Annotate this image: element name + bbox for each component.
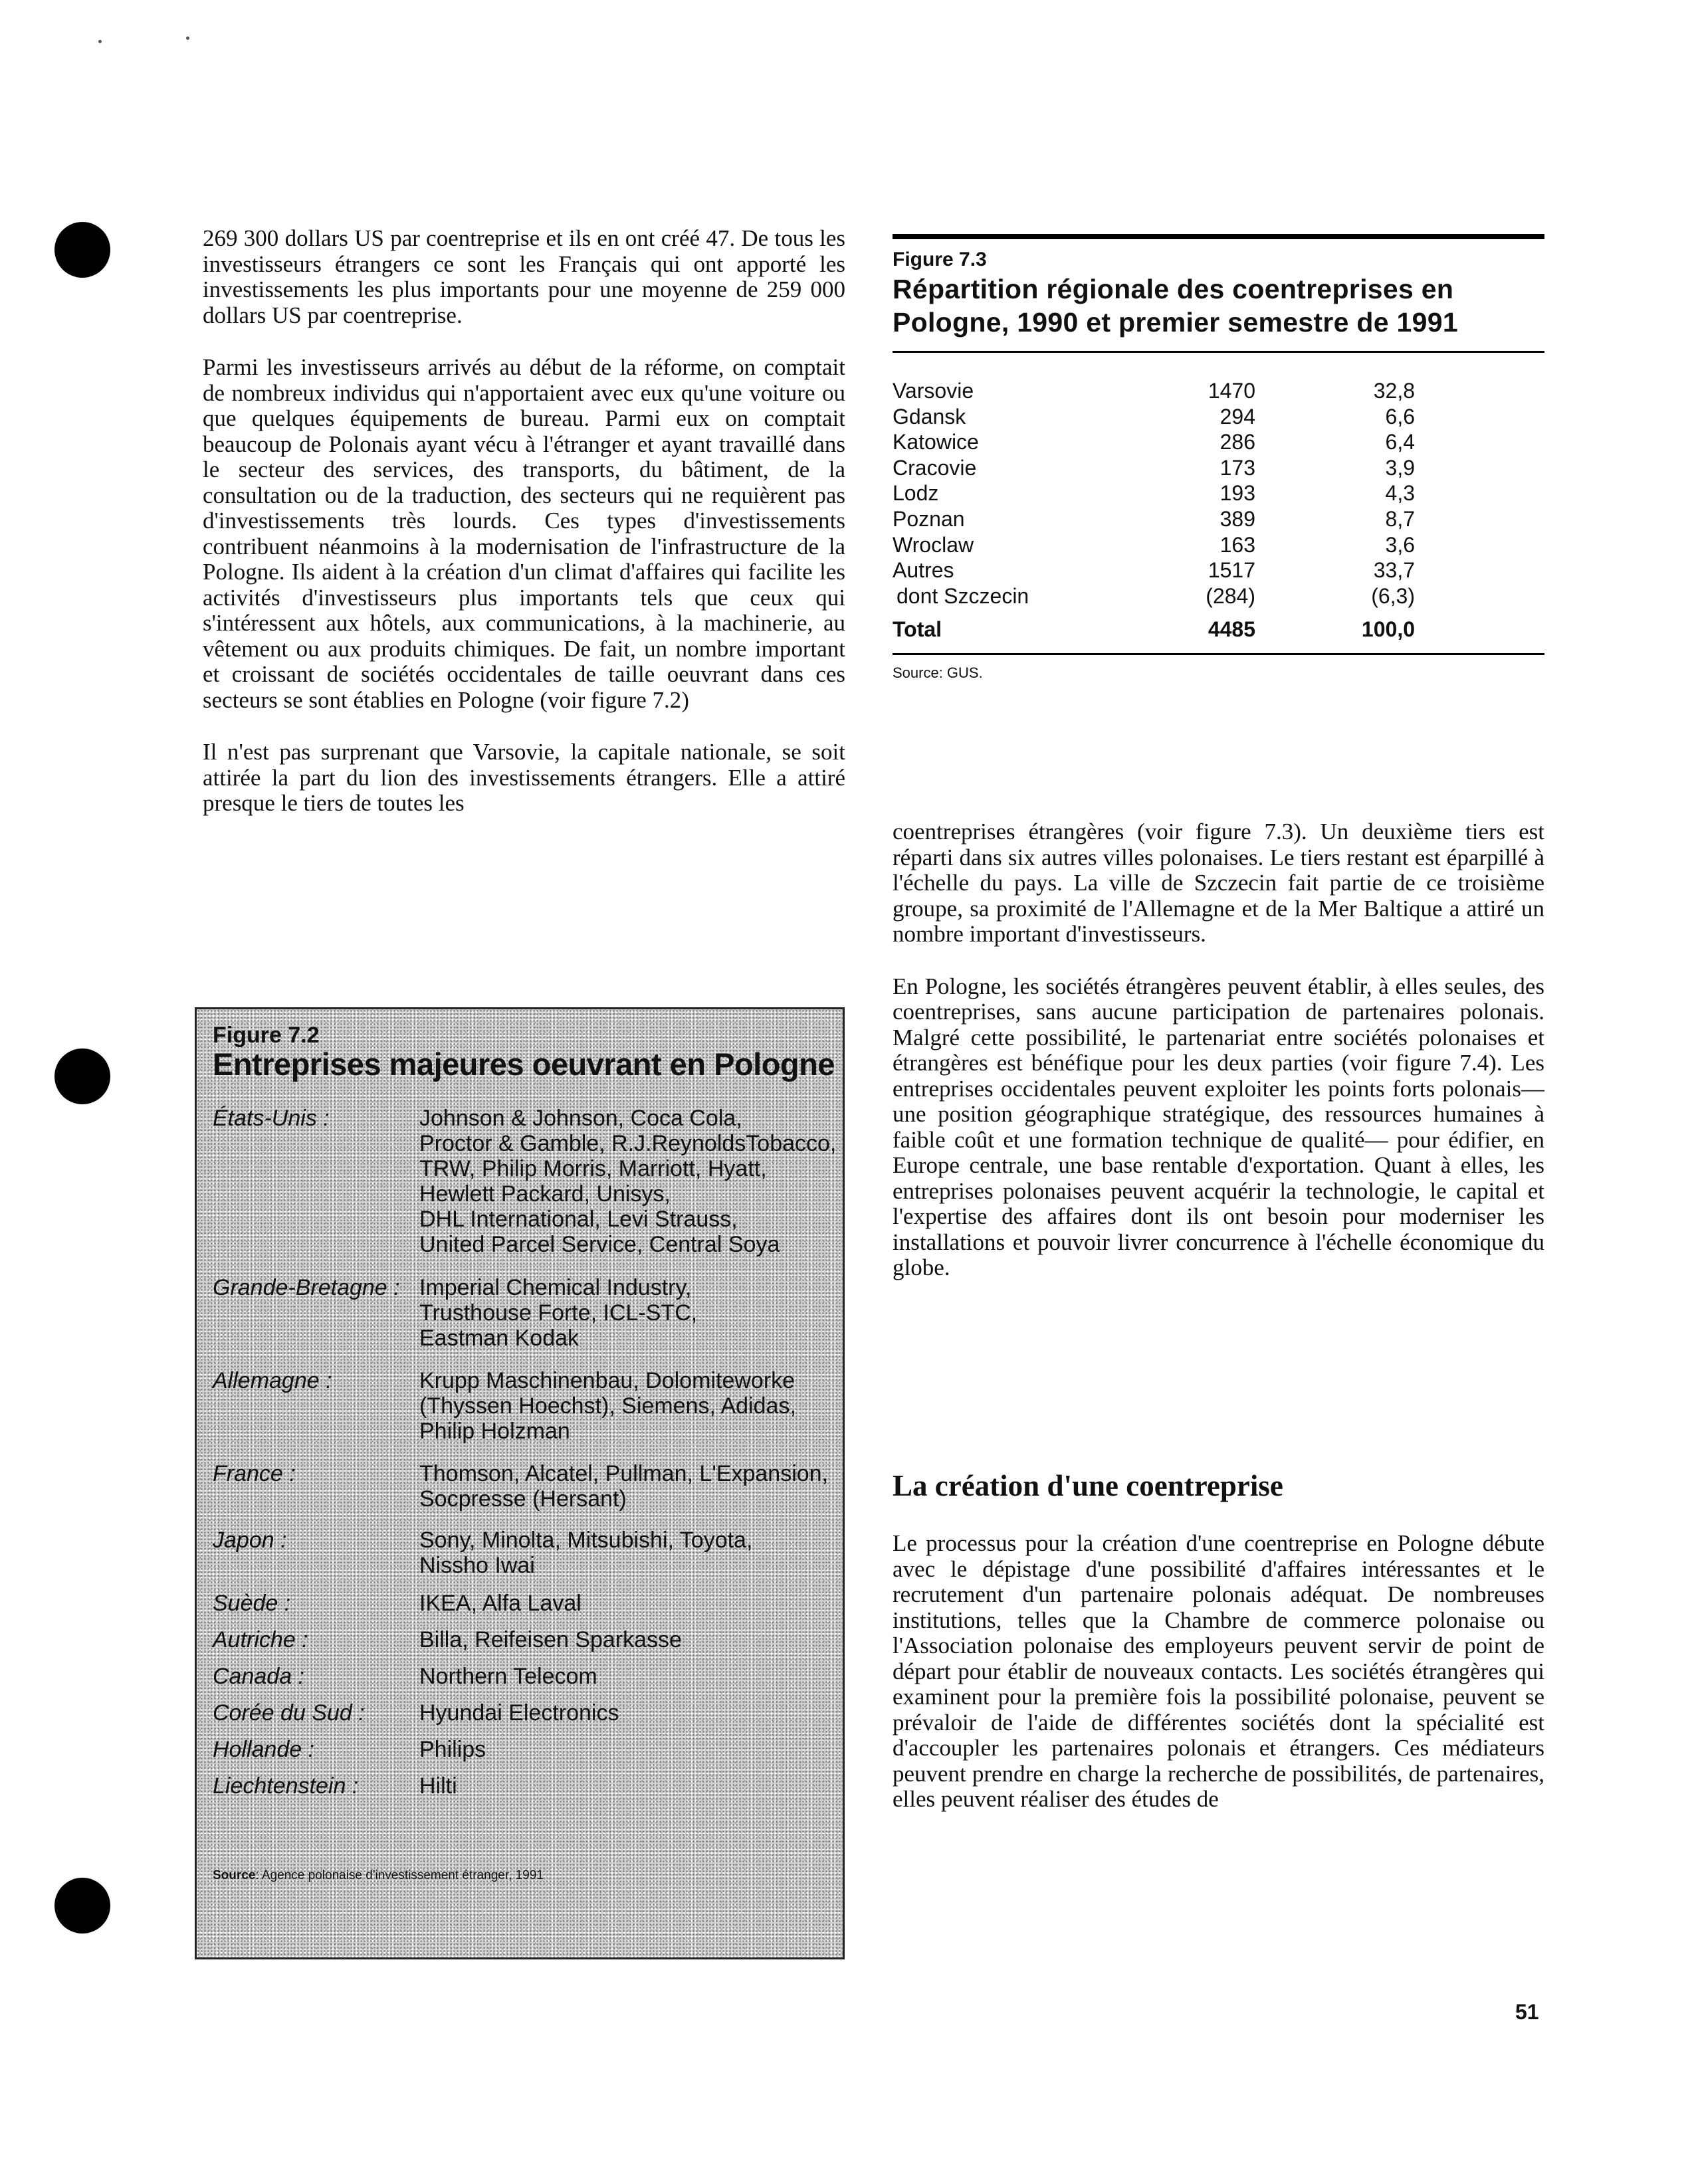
paragraph: Le processus pour la création d'une coentreprise en Pologne débute avec le dépistage d'une possibilité d'affaires intéressantes et le recrutement d'un partenaire polonais adéquat. De nombreuses institutions, telles que la Chambre de commerce polonaise ou l'Association polonaise des employeurs peuvent servir de point de départ pour établir de nouveaux contacts. Les sociétés étrangères qui examinent pour la première fois la possibilité polonaise, peuvent se prévaloir de l'aide de différentes sociétés dont la spécialité est d'accoupler les partenaires polonais et étrangers. Ces médiateurs peuvent prendre en charge la recherche de possibilités, de partenaires, elles peuvent réaliser des études de (893, 1530, 1544, 1812)
punch-hole-top (54, 222, 110, 278)
paragraph: Parmi les investisseurs arrivés au début de la réforme, on comptait de nombreux individus qui n'apportaient avec eux qu'une voiture ou que quelques équipements de bureau. Parmi eux on comptait beaucoup de Polonais ayant vécu à l'étranger et ayant travaillé dans le secteur des services, des transports, du bâtiment, de la consultation ou de la traduction, des secteurs qui ne requièrent pas d'investissements très lourds. Ces types d'investissements contribuent néanmoins à la modernisation de l'infrastructure de la Pologne. Ils aident à la création d'un climat d'affaires qui facilite les activités d'investisseurs plus importants tels que ceux qui s'intéressent aux hôtels, aux communications, à la machinerie, au vêtement ou aux produits chimiques. De fait, un nombre important et croissant de sociétés occidentales de taille oeuvrant dans ces secteurs se sont établies en Pologne (voir figure 7.2) (203, 354, 845, 713)
country-label: Corée du Sud : (213, 1700, 365, 1726)
company-list: Thomson, Alcatel, Pullman, L'Expansion, Socpresse (Hersant) (419, 1461, 829, 1512)
company-list: Sony, Minolta, Mitsubishi, Toyota, Nissho Iwai (419, 1528, 753, 1578)
scan-speck (186, 37, 189, 40)
figure-source (213, 1868, 544, 1883)
source-text: : Agence polonaise d'investissement étranger, 1991 (255, 1868, 544, 1882)
page-number: 51 (1515, 2000, 1539, 2024)
figure-title: Répartition régionale des coentreprises en Pologne, 1990 et premier semestre de 1991 (893, 274, 1458, 338)
country-label: Canada : (213, 1664, 304, 1689)
right-column-top (893, 819, 1544, 1308)
table-row: Katowice 286 6,4 (893, 430, 1415, 454)
figure-top-rule (893, 234, 1544, 239)
paragraph: coentreprises étrangères (voir figure 7.3). Un deuxième tiers est réparti dans six autres villes polonaises. Le tiers restant est éparpillé à l'échelle du pays. La ville de Szczecin fait partie de ce troisième groupe, sa proximité de l'Allemagne et de la Mer Baltique a attiré un nombre important d'investisseurs. (893, 819, 1544, 947)
regional-table (893, 378, 1415, 643)
table-row: Lodz 193 4,3 (893, 481, 1415, 506)
country-label: France : (213, 1461, 296, 1486)
company-list: IKEA, Alfa Laval (419, 1591, 582, 1616)
right-column-bottom (893, 1531, 1544, 1839)
left-column (203, 226, 845, 843)
figure-source: Source: GUS. (893, 664, 983, 681)
figure-bottom-rule (893, 653, 1544, 655)
figure-label: Figure 7.3 (893, 248, 987, 270)
figure-7-2 (195, 1007, 845, 1959)
table-total-row: Total 4485 100,0 (893, 617, 1415, 642)
country-label: Allemagne : (213, 1368, 332, 1393)
paragraph: En Pologne, les sociétés étrangères peuvent établir, à elles seules, des coentreprises, sans aucune participation de partenaires polonais. Malgré cette possibilité, le partenariat entre sociétés polonaises et étrangères est bénéfique pour les deux parties (voir figure 7.4). Les entreprises occidentales peuvent exploiter les points forts polonais— une position géographique stratégique, des ressources humaines à faible coût et une formation technique de qualité— pour édifier, en Europe centrale, une base rentable d'exportation. Quant à elles, les entreprises polonaises peuvent acquérir la technologie, le capital et l'expertise des affaires dont ils ont besoin pour moderniser les installations et pouvoir livrer concurrence à l'échelle économique du globe. (893, 973, 1544, 1280)
company-list: Hyundai Electronics (419, 1700, 619, 1726)
scan-speck (98, 40, 102, 43)
table-row: Poznan 389 8,7 (893, 506, 1415, 531)
paragraph: 269 300 dollars US par coentreprise et ils en ont créé 47. De tous les investisseurs étrangers ce sont les Français qui ont apporté les investissements les plus importants pour une moyenne de 259 000 dollars US par coentreprise. (203, 225, 845, 328)
company-list: Billa, Reifeisen Sparkasse (419, 1627, 682, 1652)
table-row: Gdansk 294 6,6 (893, 404, 1415, 429)
table-row: Autres 1517 33,7 (893, 558, 1415, 583)
company-list: Imperial Chemical Industry, Trusthouse Forte, ICL-STC, Eastman Kodak (419, 1275, 698, 1351)
country-label: États-Unis : (213, 1106, 330, 1131)
company-list: Krupp Maschinenbau, Dolomiteworke (Thyssen Hoechst), Siemens, Adidas, Philip Holzman (419, 1368, 796, 1444)
figure-title: Entreprises majeures oeuvrant en Pologne (213, 1046, 835, 1082)
country-label: Japon : (213, 1528, 287, 1553)
company-list: Johnson & Johnson, Coca Cola, Proctor & Gamble, R.J.ReynoldsTobacco, TRW, Philip Morris, Marriott, Hyatt, Hewlett Packard, Unisys, DHL International, Levi Strauss, United Parcel Service, Central Soya (419, 1106, 837, 1257)
table-row: Cracovie 173 3,9 (893, 455, 1415, 480)
country-label: Autriche : (213, 1627, 308, 1652)
table-row: dont Szczecin (284) (6,3) (897, 583, 1415, 608)
country-label: Hollande : (213, 1737, 315, 1762)
punch-hole-middle (54, 1048, 110, 1104)
table-row: Wroclaw 163 3,6 (893, 532, 1415, 557)
company-list: Hilti (419, 1773, 457, 1799)
paragraph: Il n'est pas surprenant que Varsovie, la capitale nationale, se soit attirée la part du lion des investissements étrangers. Elle a attiré presque le tiers de toutes les (203, 739, 845, 816)
figure-7-3 (893, 234, 1544, 682)
figure-divider (893, 351, 1544, 353)
country-label: Suède : (213, 1591, 291, 1616)
company-list: Philips (419, 1737, 486, 1762)
punch-hole-bottom (54, 1878, 110, 1934)
country-label: Grande-Bretagne : (213, 1275, 400, 1300)
figure-label: Figure 7.2 (213, 1023, 320, 1048)
section-heading: La création d'une coentreprise (893, 1469, 1283, 1502)
company-list: Northern Telecom (419, 1664, 597, 1689)
source-label: Source (213, 1868, 256, 1882)
table-row: Varsovie 1470 32,8 (893, 379, 1415, 403)
country-label: Liechtenstein : (213, 1773, 359, 1799)
